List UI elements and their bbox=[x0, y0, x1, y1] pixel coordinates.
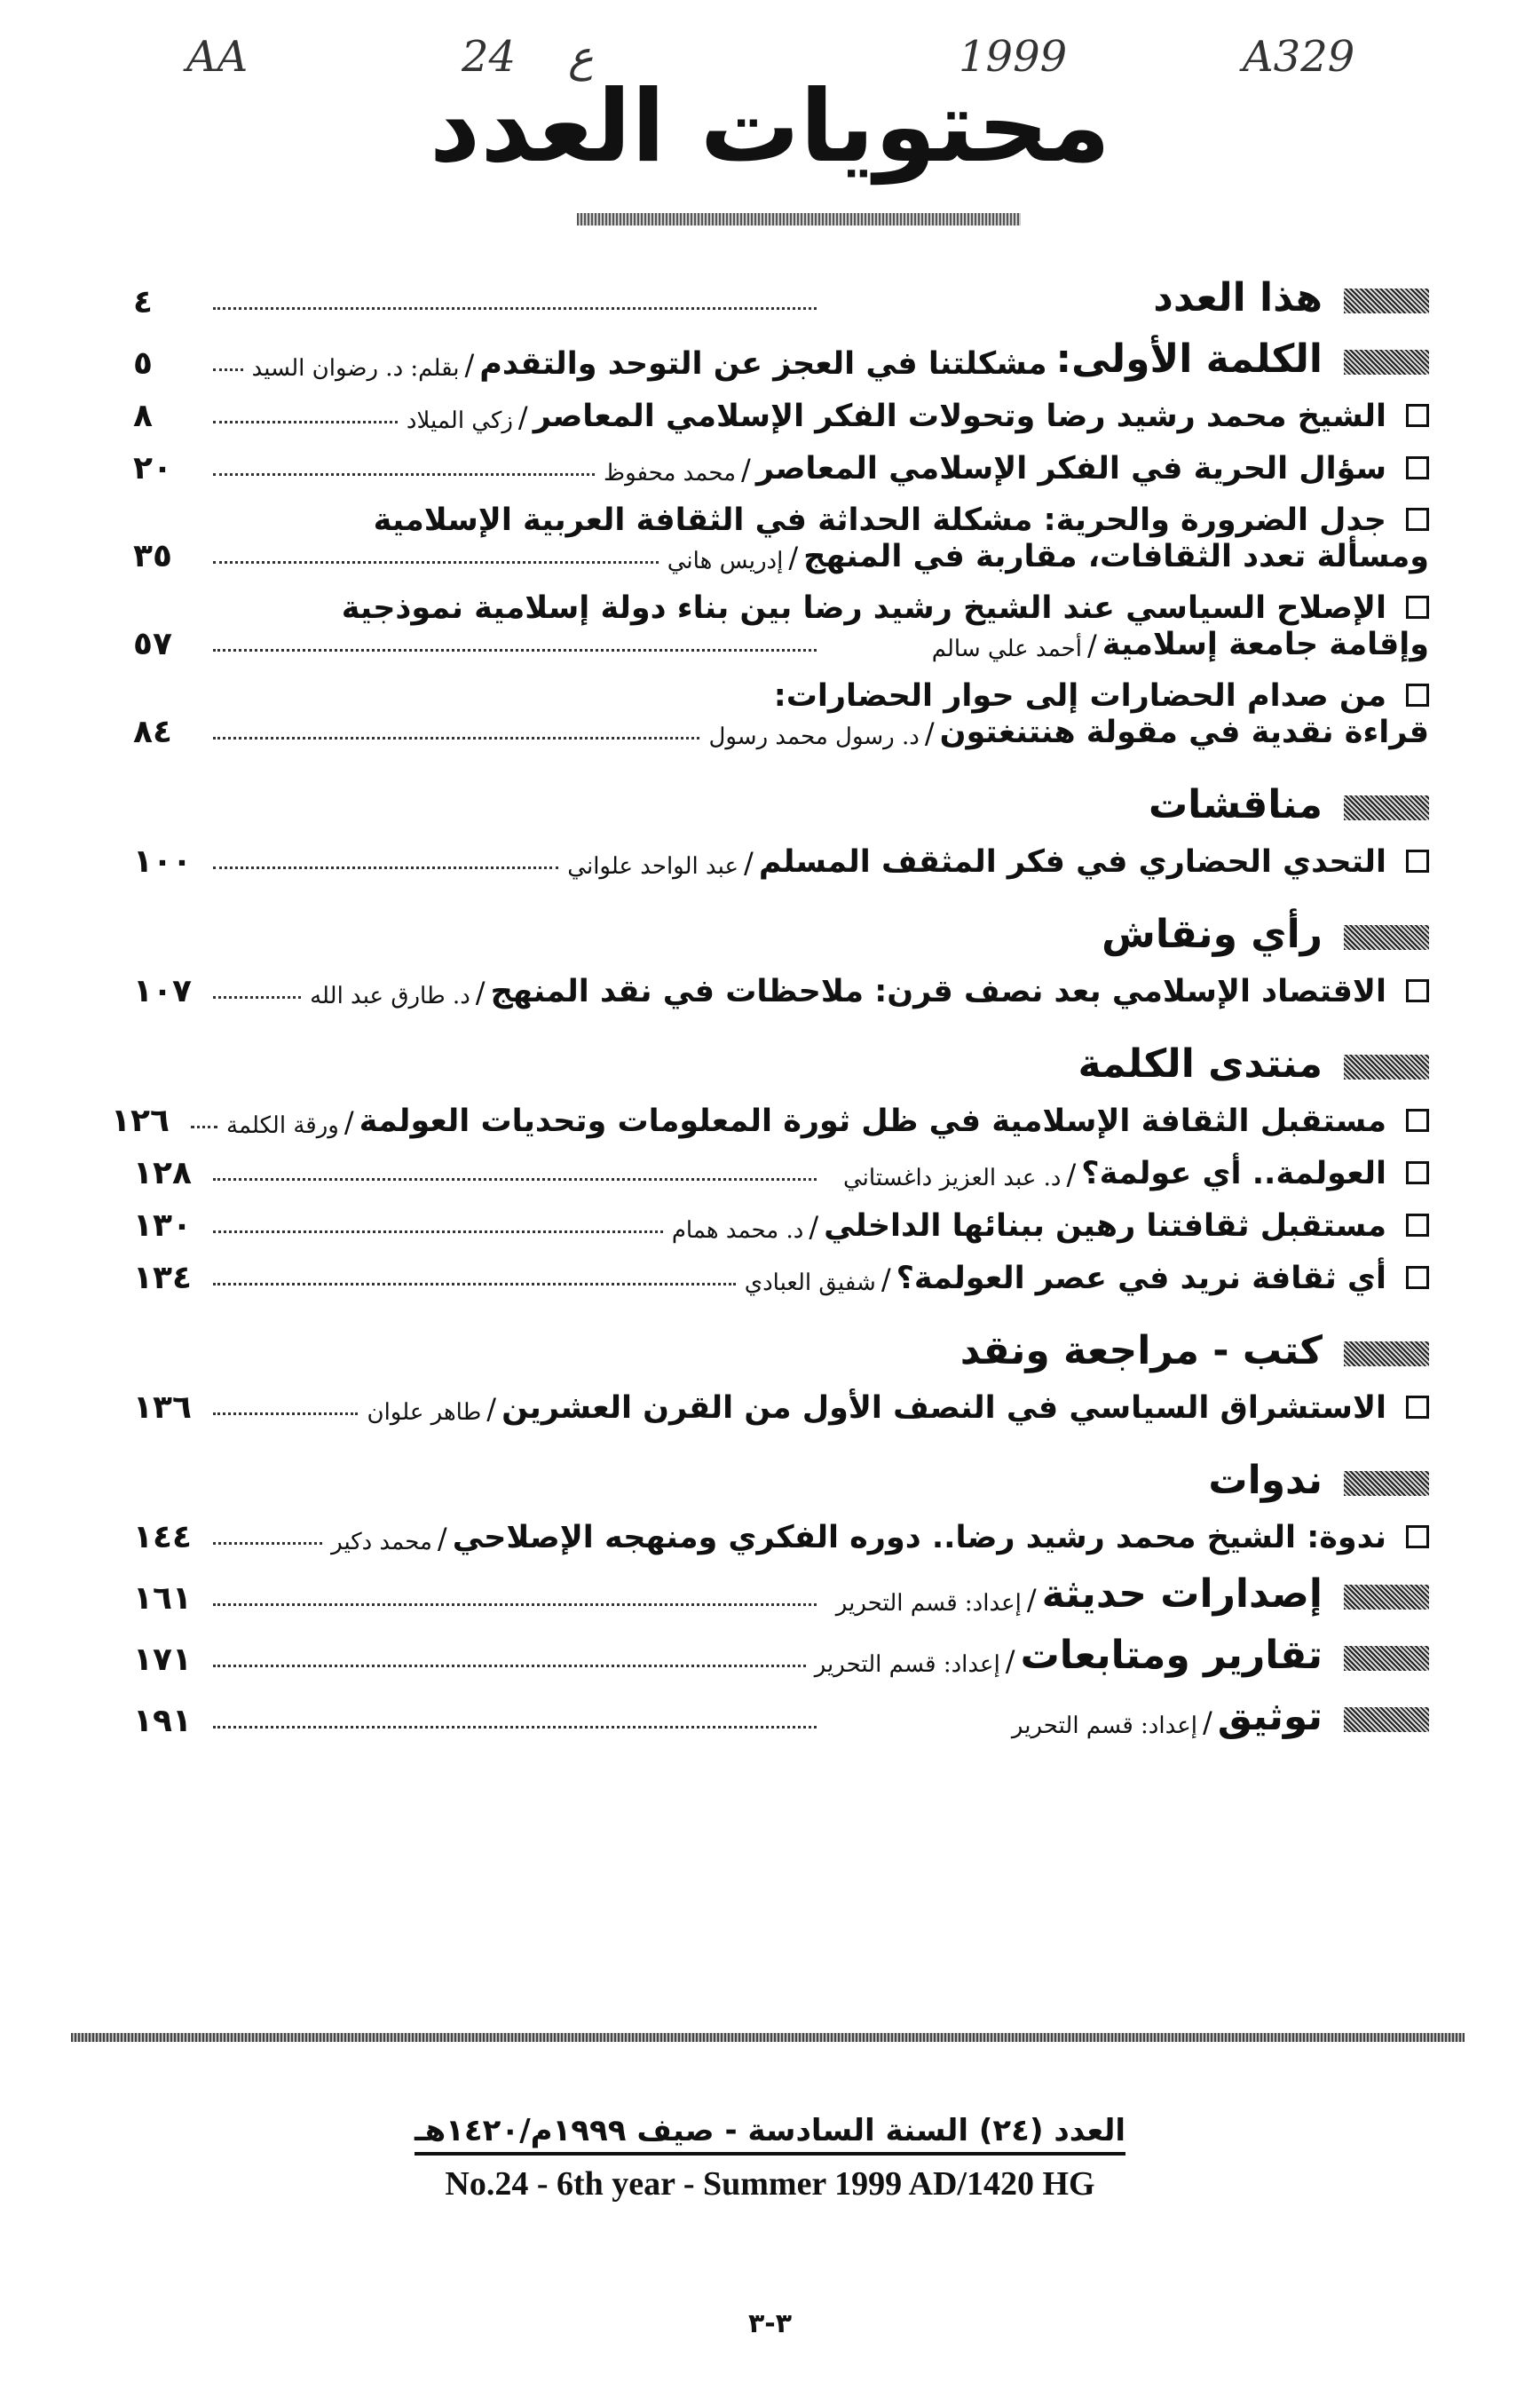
toc-entry[interactable] bbox=[133, 398, 1429, 434]
dot-leader bbox=[213, 1283, 736, 1286]
entry-author: إعداد: قسم التحرير bbox=[835, 1590, 1022, 1617]
issue-info-arabic-text: العدد (٢٤) السنة السادسة - صيف ١٩٩٩م/١٤٢٠هـ bbox=[415, 2113, 1125, 2156]
checkbox-marker bbox=[1406, 1109, 1429, 1132]
checkbox-marker bbox=[1406, 1161, 1429, 1184]
entry-author: طاهر علوان bbox=[367, 1399, 482, 1426]
entry-author: زكي الميلاد bbox=[406, 407, 513, 434]
entry-title: سؤال الحرية في الفكر الإسلامي المعاصر bbox=[755, 451, 1386, 487]
toc-section-header[interactable] bbox=[133, 275, 1429, 320]
entry-title-line1: جدل الضرورة والحرية: مشكلة الحداثة في الثقافة العربية الإسلامية bbox=[373, 502, 1386, 538]
title-underline bbox=[577, 213, 1021, 225]
entry-author: د. طارق عبد الله bbox=[310, 983, 470, 1009]
page-number: ٥٧ bbox=[133, 626, 172, 662]
dot-leader bbox=[213, 561, 659, 564]
separator: / bbox=[486, 1392, 497, 1426]
dot-leader bbox=[213, 307, 817, 310]
toc-entry[interactable] bbox=[133, 1389, 1429, 1426]
checkbox-marker bbox=[1406, 850, 1429, 873]
toc-entry[interactable] bbox=[133, 450, 1429, 487]
section-label: منتدى الكلمة bbox=[1078, 1041, 1323, 1087]
entry-title: وإقامة جامعة إسلامية bbox=[1102, 627, 1429, 662]
page-number: ٨٤ bbox=[133, 714, 172, 750]
entry-title: العولمة.. أي عولمة؟ bbox=[1081, 1156, 1386, 1191]
page-number: ١٠٧ bbox=[133, 973, 192, 1009]
section-marker bbox=[1344, 795, 1429, 820]
entry-title: ومسألة تعدد الثقافات، مقاربة في المنهج bbox=[803, 539, 1429, 574]
toc-section-header[interactable] bbox=[133, 1041, 1429, 1087]
separator: / bbox=[517, 400, 528, 434]
dot-leader bbox=[213, 473, 595, 476]
dot-leader bbox=[213, 1178, 817, 1181]
toc-section-header[interactable] bbox=[133, 1458, 1429, 1503]
page-number: ٨ bbox=[133, 398, 153, 434]
separator: / bbox=[788, 541, 799, 574]
separator: / bbox=[344, 1105, 354, 1139]
table-of-contents bbox=[111, 275, 1429, 1755]
page-number: ٢٠ bbox=[133, 450, 172, 487]
separator: / bbox=[744, 846, 754, 880]
section-label: هذا العدد bbox=[1153, 275, 1323, 320]
entry-title: أي ثقافة نريد في عصر العولمة؟ bbox=[896, 1261, 1386, 1296]
dot-leader bbox=[213, 368, 243, 371]
toc-section-header[interactable] bbox=[133, 1328, 1429, 1373]
checkbox-marker bbox=[1406, 508, 1429, 531]
entry-title: مستقبل الثقافة الإسلامية في ظل ثورة المعلومات وتحديات العولمة bbox=[359, 1104, 1386, 1139]
entry-title: مستقبل ثقافتنا رهين ببنائها الداخلي bbox=[824, 1208, 1386, 1244]
separator: / bbox=[437, 1522, 447, 1555]
checkbox-marker bbox=[1406, 1525, 1429, 1548]
dot-leader bbox=[213, 421, 398, 423]
section-label: تقارير ومتابعات bbox=[1020, 1633, 1323, 1678]
entry-author: إعداد: قسم التحرير bbox=[814, 1651, 1000, 1678]
page-number: ٣٥ bbox=[133, 538, 172, 574]
issue-info-english: No.24 - 6th year - Summer 1999 AD/1420 HG bbox=[445, 2165, 1095, 2203]
dot-leader bbox=[213, 1412, 358, 1415]
page-number: ١٧١ bbox=[133, 1642, 192, 1678]
entry-author: د. محمد همام bbox=[671, 1217, 804, 1244]
page-number: ١٩١ bbox=[133, 1703, 192, 1739]
separator: / bbox=[475, 976, 486, 1009]
checkbox-marker bbox=[1406, 596, 1429, 619]
separator: / bbox=[1026, 1583, 1037, 1617]
page-number: ١٣٠ bbox=[133, 1207, 192, 1244]
checkbox-marker bbox=[1406, 456, 1429, 479]
issue-info-arabic bbox=[0, 2113, 1540, 2148]
separator: / bbox=[1005, 1644, 1015, 1678]
separator: / bbox=[881, 1262, 891, 1296]
bottom-divider bbox=[71, 2033, 1465, 2042]
section-marker bbox=[1344, 1646, 1429, 1671]
entry-title: الاقتصاد الإسلامي بعد نصف قرن: ملاحظات في نقد المنهج bbox=[490, 974, 1386, 1009]
dot-leader bbox=[213, 1726, 817, 1729]
page-number: ١٣٦ bbox=[133, 1389, 192, 1426]
toc-entry[interactable] bbox=[133, 843, 1429, 880]
toc-section-header[interactable] bbox=[133, 912, 1429, 957]
checkbox-marker bbox=[1406, 1396, 1429, 1419]
entry-author: محمد دكير bbox=[331, 1529, 432, 1555]
page-number: ١٦١ bbox=[133, 1580, 192, 1617]
entry-author: شفيق العبادي bbox=[744, 1270, 876, 1296]
entry-author: ورقة الكلمة bbox=[226, 1112, 339, 1139]
toc-entry[interactable] bbox=[133, 1155, 1429, 1191]
entry-title-line1: الإصلاح السياسي عند الشيخ رشيد رضا بين بناء دولة إسلامية نموذجية bbox=[341, 590, 1386, 626]
section-label: توثيق bbox=[1217, 1694, 1323, 1739]
toc-entry[interactable] bbox=[133, 590, 1429, 662]
section-marker bbox=[1344, 925, 1429, 950]
section-label: إصدارات حديثة bbox=[1041, 1571, 1323, 1617]
toc-section-header[interactable] bbox=[133, 1633, 1429, 1678]
section-label: كتب - مراجعة ونقد bbox=[960, 1328, 1323, 1373]
entry-author: عبد الواحد علواني bbox=[567, 853, 739, 880]
entry-author: بقلم: د. رضوان السيد bbox=[251, 355, 460, 382]
page-number: ١٣٤ bbox=[133, 1260, 192, 1296]
entry-author: د. رسول محمد رسول bbox=[708, 724, 920, 750]
entry-title: مشكلتنا في العجز عن التوحد والتقدم bbox=[479, 346, 1047, 382]
entry-author: د. عبد العزيز داغستاني bbox=[842, 1165, 1062, 1191]
toc-entry[interactable] bbox=[133, 1519, 1429, 1555]
section-marker bbox=[1344, 1707, 1429, 1732]
dot-leader bbox=[213, 649, 817, 652]
separator: / bbox=[741, 453, 751, 487]
entry-title: قراءة نقدية في مقولة هنتنغتون bbox=[939, 715, 1429, 750]
entry-author: أحمد علي سالم bbox=[931, 636, 1082, 662]
dot-leader bbox=[191, 1126, 217, 1128]
section-marker bbox=[1344, 1341, 1429, 1366]
dot-leader bbox=[213, 1665, 806, 1667]
toc-entry[interactable] bbox=[133, 1207, 1429, 1244]
handwritten-note: ع bbox=[568, 32, 594, 82]
toc-entry[interactable] bbox=[133, 678, 1429, 750]
dot-leader bbox=[213, 996, 301, 999]
separator: / bbox=[1086, 629, 1097, 662]
page-number: ١٤٤ bbox=[133, 1519, 192, 1555]
separator: / bbox=[1066, 1158, 1077, 1191]
entry-title-line1: من صدام الحضارات إلى حوار الحضارات: bbox=[773, 678, 1386, 714]
section-marker bbox=[1344, 1055, 1429, 1080]
entry-title: ندوة: الشيخ محمد رشيد رضا.. دوره الفكري ومنهجه الإصلاحي bbox=[452, 1520, 1386, 1555]
toc-entry[interactable] bbox=[133, 973, 1429, 1009]
toc-section-header[interactable] bbox=[133, 1571, 1429, 1617]
checkbox-marker bbox=[1406, 1266, 1429, 1289]
dot-leader bbox=[213, 737, 699, 740]
handwritten-note: AA bbox=[186, 32, 249, 82]
entry-title: الاستشراق السياسي في النصف الأول من القرن العشرين bbox=[501, 1390, 1386, 1426]
page-number: ١٢٨ bbox=[133, 1155, 192, 1191]
handwritten-note: 1999 bbox=[959, 32, 1068, 82]
toc-section-header[interactable] bbox=[133, 782, 1429, 827]
dot-leader bbox=[213, 1542, 322, 1545]
dot-leader bbox=[213, 1603, 817, 1606]
checkbox-marker bbox=[1406, 979, 1429, 1002]
entry-author: محمد محفوظ bbox=[604, 460, 737, 487]
page-title: محتويات العدد bbox=[429, 69, 1111, 185]
toc-section-header[interactable] bbox=[133, 1694, 1429, 1739]
dot-leader bbox=[213, 1230, 663, 1233]
page-number: ١٢٦ bbox=[111, 1103, 170, 1139]
entry-author: إدريس هاني bbox=[667, 548, 784, 574]
section-label: الكلمة الأولى: bbox=[1055, 336, 1323, 382]
entry-title: التحدي الحضاري في فكر المثقف المسلم bbox=[758, 844, 1386, 880]
checkbox-marker bbox=[1406, 404, 1429, 427]
separator: / bbox=[464, 348, 475, 382]
separator: / bbox=[1202, 1705, 1212, 1739]
entry-title: الشيخ محمد رشيد رضا وتحولات الفكر الإسلامي المعاصر bbox=[533, 399, 1386, 434]
section-label: ندوات bbox=[1208, 1458, 1323, 1503]
section-marker bbox=[1344, 350, 1429, 375]
section-marker bbox=[1344, 1471, 1429, 1496]
handwritten-note: 24 bbox=[462, 32, 517, 82]
page-number: ٤ bbox=[133, 284, 153, 320]
toc-section-header[interactable] bbox=[133, 336, 1429, 382]
section-marker bbox=[1344, 289, 1429, 313]
toc-entry[interactable] bbox=[133, 1260, 1429, 1296]
page-number-footer: ٣-٣ bbox=[747, 2308, 793, 2339]
section-label: مناقشات bbox=[1148, 782, 1323, 827]
section-marker bbox=[1344, 1585, 1429, 1610]
handwritten-note: A329 bbox=[1243, 32, 1355, 82]
toc-entry[interactable] bbox=[111, 1103, 1429, 1139]
toc-entry[interactable] bbox=[133, 502, 1429, 574]
checkbox-marker bbox=[1406, 684, 1429, 707]
separator: / bbox=[809, 1210, 819, 1244]
section-label: رأي ونقاش bbox=[1102, 912, 1323, 957]
page-number: ٥ bbox=[133, 345, 153, 382]
dot-leader bbox=[213, 866, 558, 869]
page-number: ١٠٠ bbox=[133, 843, 192, 880]
separator: / bbox=[924, 716, 935, 750]
checkbox-marker bbox=[1406, 1214, 1429, 1237]
entry-author: إعداد: قسم التحرير bbox=[1011, 1713, 1197, 1739]
